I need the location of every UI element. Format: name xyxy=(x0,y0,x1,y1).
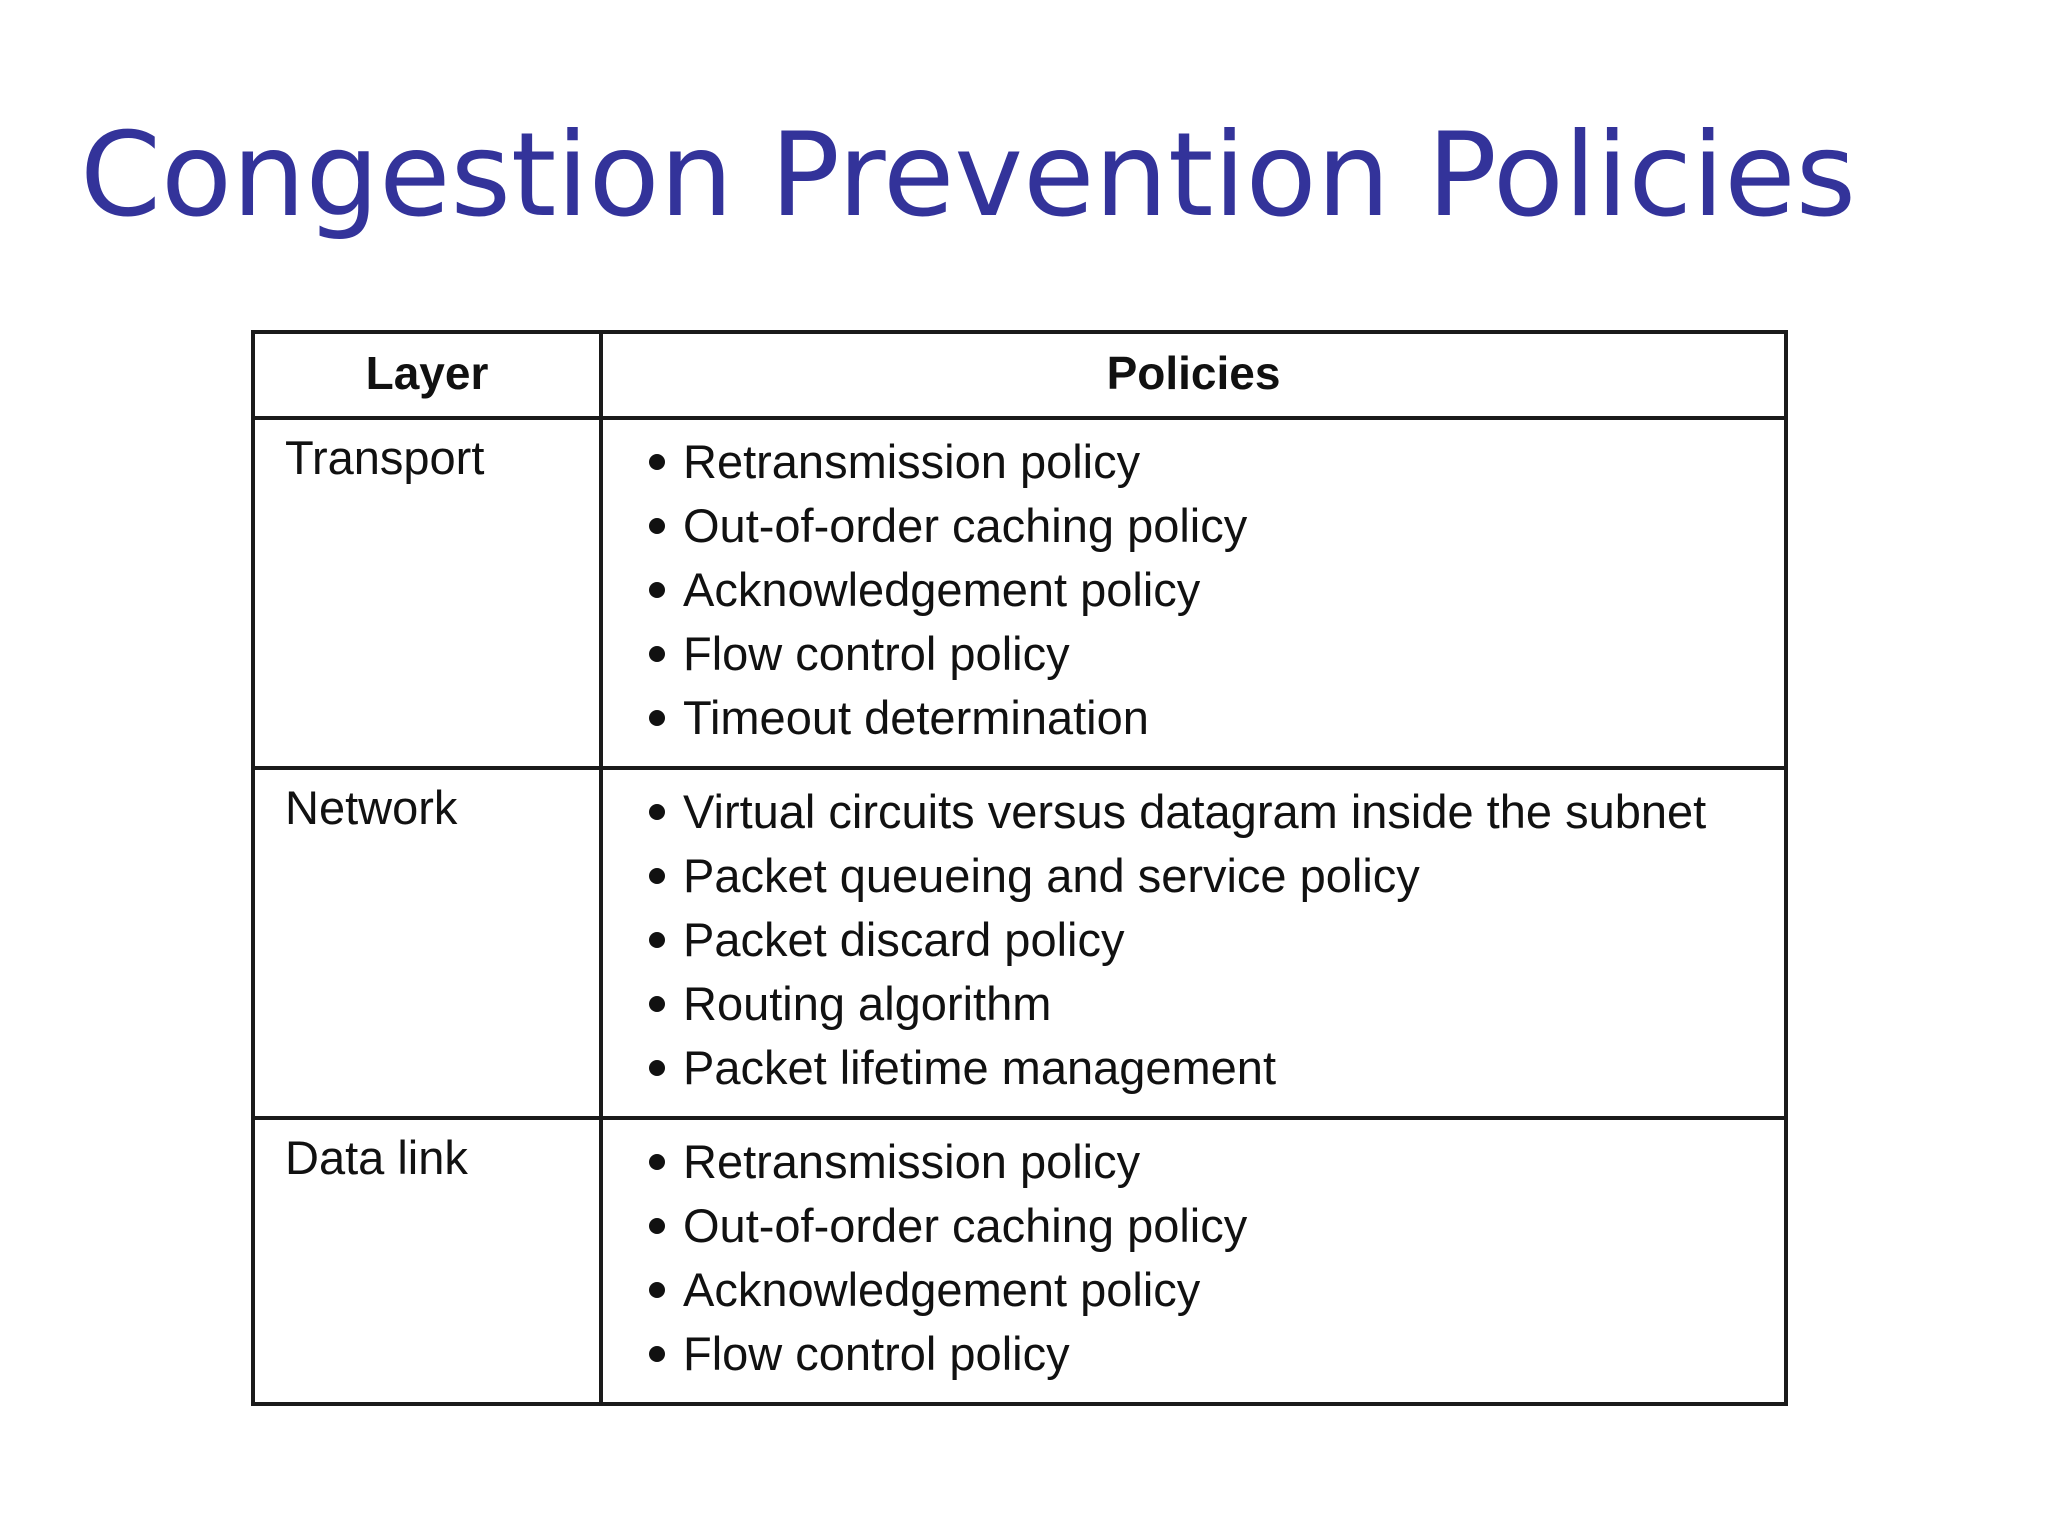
policy-item xyxy=(649,686,1764,750)
table-row-network xyxy=(253,768,1786,1118)
bullet-icon xyxy=(649,1060,665,1076)
table-row-transport xyxy=(253,418,1786,768)
policy-item xyxy=(649,1130,1764,1194)
policy-item xyxy=(649,972,1764,1036)
policy-item xyxy=(649,494,1764,558)
layer-cell: Transport xyxy=(253,418,601,768)
policies-cell xyxy=(601,1118,1786,1404)
policies-table xyxy=(251,330,1788,1406)
policy-text: Out-of-order caching policy xyxy=(683,1199,1248,1252)
policy-item xyxy=(649,780,1764,844)
policy-item xyxy=(649,558,1764,622)
policy-text: Flow control policy xyxy=(683,627,1070,680)
bullet-icon xyxy=(649,932,665,948)
header-layer: Layer xyxy=(253,332,601,418)
policy-text: Flow control policy xyxy=(683,1327,1070,1380)
table-header-row xyxy=(253,332,1786,418)
bullet-icon xyxy=(649,1154,665,1170)
policy-text: Routing algorithm xyxy=(683,977,1052,1030)
bullet-icon xyxy=(649,1282,665,1298)
policy-text: Acknowledgement policy xyxy=(683,563,1201,616)
bullet-icon xyxy=(649,582,665,598)
policy-list xyxy=(649,780,1764,1100)
policies-cell xyxy=(601,768,1786,1118)
policy-text: Virtual circuits versus datagram inside the subnet xyxy=(683,785,1707,838)
policies-cell xyxy=(601,418,1786,768)
policy-item xyxy=(649,1258,1764,1322)
layer-cell: Data link xyxy=(253,1118,601,1404)
policy-item xyxy=(649,622,1764,686)
policy-item xyxy=(649,1036,1764,1100)
policy-text: Retransmission policy xyxy=(683,1135,1141,1188)
policy-list xyxy=(649,430,1764,750)
policy-text: Acknowledgement policy xyxy=(683,1263,1201,1316)
policy-text: Out-of-order caching policy xyxy=(683,499,1248,552)
policy-text: Timeout determination xyxy=(683,691,1149,744)
bullet-icon xyxy=(649,1346,665,1362)
policy-text: Retransmission policy xyxy=(683,435,1141,488)
slide-title: Congestion Prevention Policies xyxy=(80,108,1857,243)
bullet-icon xyxy=(649,1218,665,1234)
policy-text: Packet lifetime management xyxy=(683,1041,1277,1094)
policy-text: Packet queueing and service policy xyxy=(683,849,1420,902)
policy-item xyxy=(649,844,1764,908)
bullet-icon xyxy=(649,454,665,470)
policy-text: Packet discard policy xyxy=(683,913,1125,966)
bullet-icon xyxy=(649,804,665,820)
policy-list xyxy=(649,1130,1764,1386)
bullet-icon xyxy=(649,868,665,884)
bullet-icon xyxy=(649,710,665,726)
policy-item xyxy=(649,1194,1764,1258)
policy-item xyxy=(649,430,1764,494)
policy-item xyxy=(649,908,1764,972)
layer-cell: Network xyxy=(253,768,601,1118)
bullet-icon xyxy=(649,518,665,534)
header-policies: Policies xyxy=(601,332,1786,418)
table-row-data-link xyxy=(253,1118,1786,1404)
bullet-icon xyxy=(649,646,665,662)
policy-item xyxy=(649,1322,1764,1386)
bullet-icon xyxy=(649,996,665,1012)
